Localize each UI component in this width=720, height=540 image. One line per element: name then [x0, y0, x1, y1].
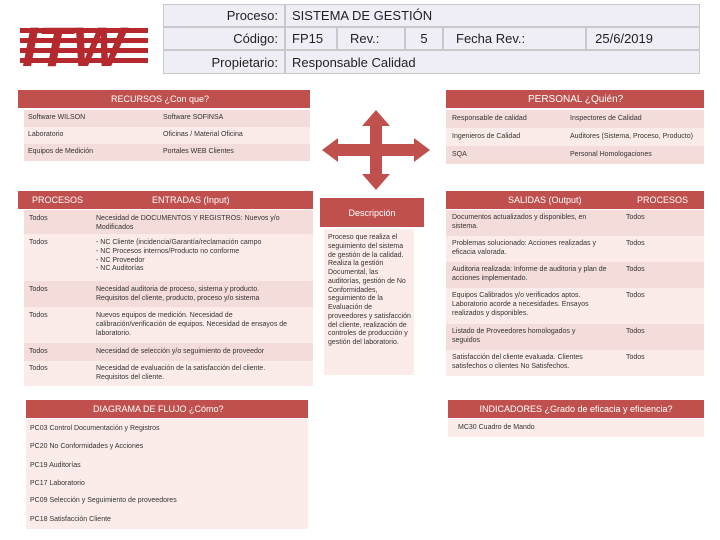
entradas-proceso-0: Todos — [29, 215, 48, 222]
entradas-text-3: Nuevos equipos de medición. Necesidad de calibración/verificación de equipos. Necesidad de ensayos de laboratorio. — [96, 312, 288, 337]
salidas-text-2: Auditoria realizada: Informe de auditoria y plan de acciones implementado. — [452, 266, 607, 282]
salidas-text-3: Equipos Calibrados y/o verificados aptos. Laboratorio acorde a necesidades. Ensayos realizados y disponibles. — [452, 292, 589, 317]
diagrama-title: DIAGRAMA DE FLUJO ¿Cómo? — [93, 404, 224, 414]
codigo-value — [285, 27, 337, 50]
personal-title-bar — [446, 90, 704, 108]
recursos-cell-1-left: Laboratorio — [28, 131, 64, 138]
four-way-arrow-graphic — [320, 108, 432, 192]
diagrama-title-bar — [26, 400, 308, 418]
entradas-proceso-3: Todos — [29, 312, 48, 319]
diagrama-item-4: PC09 Selección y Seguimiento de proveedores — [30, 497, 177, 504]
salidas-header-bar — [446, 191, 704, 209]
salidas-text-1: Problemas solucionado: Acciones realizadas y eficacia valorada. — [452, 240, 596, 256]
personal-cell-2-left: SQA — [452, 151, 467, 158]
entradas-proceso-2: Todos — [29, 286, 48, 293]
entradas-list-item: - NC Auditorías — [96, 265, 306, 274]
codigo-value-text: FP15 — [292, 31, 324, 46]
entradas-col-procesos: PROCESOS — [32, 195, 84, 205]
codigo-label-text: Código: — [233, 31, 278, 46]
proceso-label-text: Proceso: — [226, 8, 278, 23]
salidas-text-5: Satisfacción del cliente evaluada. Clientes satisfechos o clientes No Satisfechos. — [452, 354, 583, 370]
rev-label — [337, 27, 405, 50]
itw-logo-graphic — [18, 14, 150, 72]
diagrama-item-1: PC20 No Conformidades y Acciones — [30, 443, 144, 450]
propietario-value — [285, 50, 700, 74]
diagrama-item-0: PC03 Control Documentación y Registros — [30, 425, 160, 432]
diagrama-item-5: PC18 Satisfacción Cliente — [30, 516, 111, 523]
descripcion-text: Proceso que realiza el seguimiento del sistema de gestión de la calidad. Realiza la gestión Documental, las auditorías, gestión de No Conformidades, seguimiento de la Evaluación de proveedores y satisfacción del cliente, realización de controles de producción y gestión del laboratorio. — [328, 234, 411, 346]
propietario-value-text: Responsable Calidad — [292, 54, 416, 70]
recursos-title-bar — [18, 90, 310, 108]
propietario-label-text: Propietario: — [211, 54, 278, 70]
salidas-proceso-2: Todos — [626, 266, 645, 273]
recursos-cell-0-right: Software SOFINSA — [163, 114, 224, 121]
recursos-cell-2-left: Equipos de Medición — [28, 148, 93, 155]
recursos-cell-1-right: Oficinas / Material Oficina — [163, 131, 243, 138]
recursos-title: RECURSOS ¿Con que? — [111, 94, 210, 104]
salidas-col-salidas: SALIDAS (Output) — [508, 195, 582, 205]
fecha-label — [443, 27, 586, 50]
entradas-list-item: - NC Cliente (incidencia/Garantía/reclamación campo — [96, 239, 306, 248]
entradas-list-item: - NC Proveedor — [96, 257, 306, 266]
recursos-cell-0-left: Software WILSON — [28, 114, 86, 121]
proceso-label — [163, 4, 285, 27]
salidas-proceso-0: Todos — [626, 214, 645, 221]
four-way-arrow-icon — [320, 108, 432, 192]
diagrama-item-3: PC17 Laboratorio — [30, 480, 85, 487]
descripcion-title: Descripción — [348, 207, 396, 218]
entradas-header-bar — [18, 191, 313, 209]
rev-value — [405, 27, 443, 50]
codigo-label — [163, 27, 285, 50]
salidas-text-0: Documentos actualizados y disponibles, en sistema. — [452, 214, 587, 230]
entradas-text-2: Necesidad auditoria de proceso, sistema y producto. Requisitos del cliente, producto, proceso y/o sistema — [96, 286, 260, 302]
salidas-proceso-1: Todos — [626, 240, 645, 247]
proceso-value-text: SISTEMA DE GESTIÓN — [292, 8, 433, 23]
personal-cell-1-left: Ingenieros de Calidad — [452, 133, 521, 140]
rev-value-text: 5 — [420, 31, 428, 46]
personal-cell-0-left: Responsable de calidad — [452, 115, 527, 122]
salidas-proceso-5: Todos — [626, 354, 645, 361]
indicadores-title: INDICADORES ¿Grado de eficacia y eficiencia? — [479, 404, 673, 414]
propietario-label — [163, 50, 285, 74]
entradas-list-1 — [96, 239, 306, 274]
entradas-text-0: Necesidad de DOCUMENTOS Y REGISTROS: Nuevos y/o Modificados — [96, 215, 280, 231]
entradas-proceso-1: Todos — [29, 239, 48, 246]
personal-cell-1-right: Auditores (Sistema, Proceso, Producto) — [570, 133, 693, 140]
personal-cell-0-right: Inspectores de Calidad — [570, 115, 642, 122]
salidas-text-4: Listado de Proveedores homologados y seguidos — [452, 328, 576, 344]
proceso-value — [285, 4, 700, 27]
salidas-proceso-4: Todos — [626, 328, 645, 335]
diagrama-box — [26, 419, 308, 529]
indicadores-title-bar — [448, 400, 704, 418]
rev-label-text: Rev.: — [350, 31, 380, 46]
fecha-value-text: 25/6/2019 — [595, 31, 653, 46]
fecha-label-text: Fecha Rev.: — [456, 31, 526, 46]
entradas-proceso-5: Todos — [29, 365, 48, 372]
entradas-text-5: Necesidad de evaluación de la satisfacción del cliente. Requisitos del cliente. — [96, 365, 266, 381]
company-logo — [18, 14, 150, 72]
fecha-value — [586, 27, 700, 50]
diagrama-item-2: PC19 Auditorías — [30, 462, 81, 469]
logo-text: ITW — [22, 15, 125, 72]
indicadores-text: MC30 Cuadro de Mando — [458, 424, 535, 431]
entradas-list-item: - NC Procesos internos/Producto no conforme — [96, 248, 306, 257]
personal-cell-2-right: Personal Homologaciones — [570, 151, 652, 158]
entradas-col-entradas: ENTRADAS (Input) — [152, 195, 230, 205]
personal-title: PERSONAL ¿Quién? — [528, 93, 624, 105]
recursos-cell-2-right: Portales WEB Clientes — [163, 148, 234, 155]
entradas-proceso-4: Todos — [29, 348, 48, 355]
entradas-text-4: Necesidad de selección y/o seguimiento de proveedor — [96, 348, 265, 355]
salidas-proceso-3: Todos — [626, 292, 645, 299]
descripcion-title-bar — [320, 198, 424, 227]
salidas-col-procesos: PROCESOS — [637, 195, 689, 205]
